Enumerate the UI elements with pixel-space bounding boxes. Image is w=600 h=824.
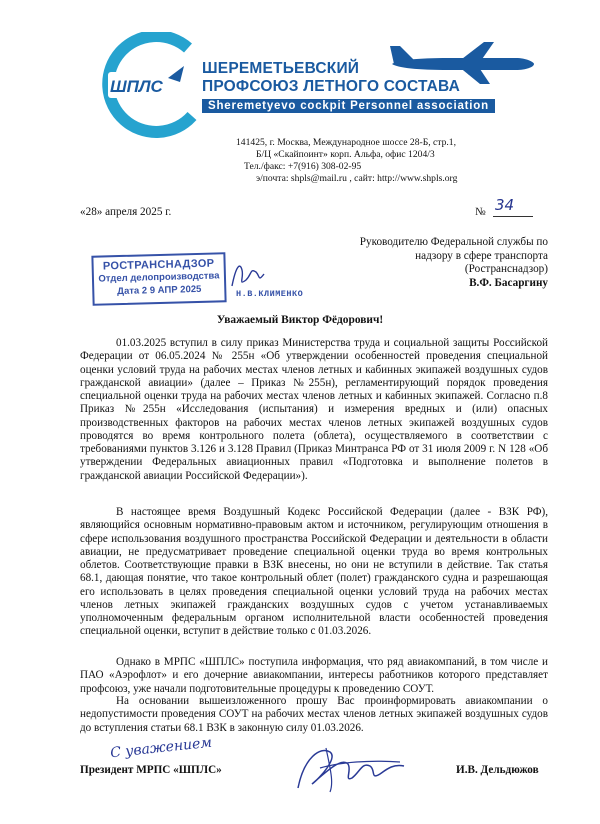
letter-number-label: № <box>475 206 486 218</box>
address-line-1: 141425, г. Москва, Международное шоссе 28-Б, стр.1, <box>236 137 456 148</box>
airplane-icon <box>388 40 536 86</box>
stamp-agency: РОСТРАНСНАДЗОР <box>102 257 215 273</box>
letter-date: «28» апреля 2025 г. <box>80 206 172 218</box>
addressee-name: В.Ф. Басаргину <box>469 276 548 289</box>
addressee-block <box>330 236 548 290</box>
registration-stamp <box>91 252 226 305</box>
address-line-2: Б/Ц «Скайпоинт» корп. Альфа, офис 1204/3 <box>256 149 435 160</box>
addressee-line: надзору в сфере транспорта <box>415 249 548 262</box>
email-site-line: э/почта: shpls@mail.ru , сайт: http://www.shpls.org <box>256 173 458 184</box>
org-name-line1: ШЕРЕМЕТЬЕВСКИЙ <box>202 60 360 77</box>
stamp-clerk-name: Н.В.КЛИМЕНКО <box>236 289 304 299</box>
union-logo <box>88 32 200 142</box>
handwritten-signature <box>290 738 410 796</box>
addressee-line: Руководителю Федеральной службы по <box>359 236 548 248</box>
signer-title: Президент МРПС «ШПЛС» <box>80 764 222 776</box>
stamp-signature <box>228 260 268 290</box>
handwritten-regards: С уважением <box>109 734 213 762</box>
org-name-line2: ПРОФСОЮЗ ЛЕТНОГО СОСТАВА <box>202 78 461 95</box>
phone-line: Тел./факс: +7(916) 308-02-95 <box>244 161 362 172</box>
paragraph: Однако в МРПС «ШПЛС» поступила информация, что ряд авиакомпаний, в том числе и ПАО «Аэрофлот» и его дочерние авиакомпании, интересы работников которого представляет профсоюз, уже начали подготовительные процедуры к проведению СОУТ. <box>80 656 548 695</box>
stamp-date: Дата 2 9 АПР 2025 <box>117 283 202 298</box>
letter-number: 34 <box>495 196 515 214</box>
salutation: Уважаемый Виктор Фёдорович! <box>216 314 384 326</box>
signer-name: И.В. Дельдюжов <box>456 764 539 776</box>
paragraph: В настоящее время Воздушный Кодекс Российской Федерации (далее - ВЗК РФ), являющийся основным нормативно-правовым актом и источником, регулирующим отношения в сфере использования воздушного пространства Российской Федерации и деятельности в области авиации, не предусматривает проведение специальной оценки труда во время контрольных облетов. Соответствующие правки в ВЗК внесены, но они не вступили в действие. Так статья 68.1, дающая понятие, что такое контрольный облет (полет) гражданского судна и разрешающая его использовать в целях проведения специальной оценки условий труда на рабочих местах членов летных экипажей гражданских воздушных судов с учетом устанавливаемых уполномоченным федеральным органом исполнительной власти особенностей проведения специальной оценки, вступит в действие только с 01.03.2026. <box>80 506 548 638</box>
paragraph: 01.03.2025 вступил в силу приказ Министерства труда и социальной защиты Российской Федерации от 06.05.2024 № 255н «Об утверждении особенностей проведения специальной оценки условий труда на рабочих местах членов летных и кабинных экипажей воздушных судов гражданской авиации» (далее – Приказ №255н), регламентирующий порядок проведения специальной оценки труда на рабочих местах членов летных и кабинных экипажей. Согласно п.8 Приказ №255н «Исследования (испытания) и измерения вредных и (или) опасных производственных факторов на рабочих местах членов летных экипажей воздушных судов проводятся во время контрольного полета (облета), осуществляемого в соответствии с требованиями пунктов 3.126 и 3.128 Правил (Приказ Минтранса РФ от 31 июля 2009 г. N 128 «Об утверждении Федеральных авиационных правил «Подготовка и выполнение полетов в гражданской авиации Российской Федерации»). <box>80 337 548 482</box>
paragraph: На основании вышеизложенного прошу Вас проинформировать авиакомпании о недопустимости проведения СОУТ на рабочих местах членов летных экипажей воздушных судов до вступления статьи 68.1 ВЗК в законную силу 01.03.2026. <box>80 695 548 734</box>
organization-name-english: Sheremetyevo cockpit Personnel association <box>202 99 495 113</box>
addressee-line: (Ространснадзор) <box>464 263 548 276</box>
stamp-department: Отдел делопроизводства <box>98 270 220 285</box>
logo-text: ШПЛС <box>110 77 163 96</box>
number-underline <box>493 216 533 217</box>
